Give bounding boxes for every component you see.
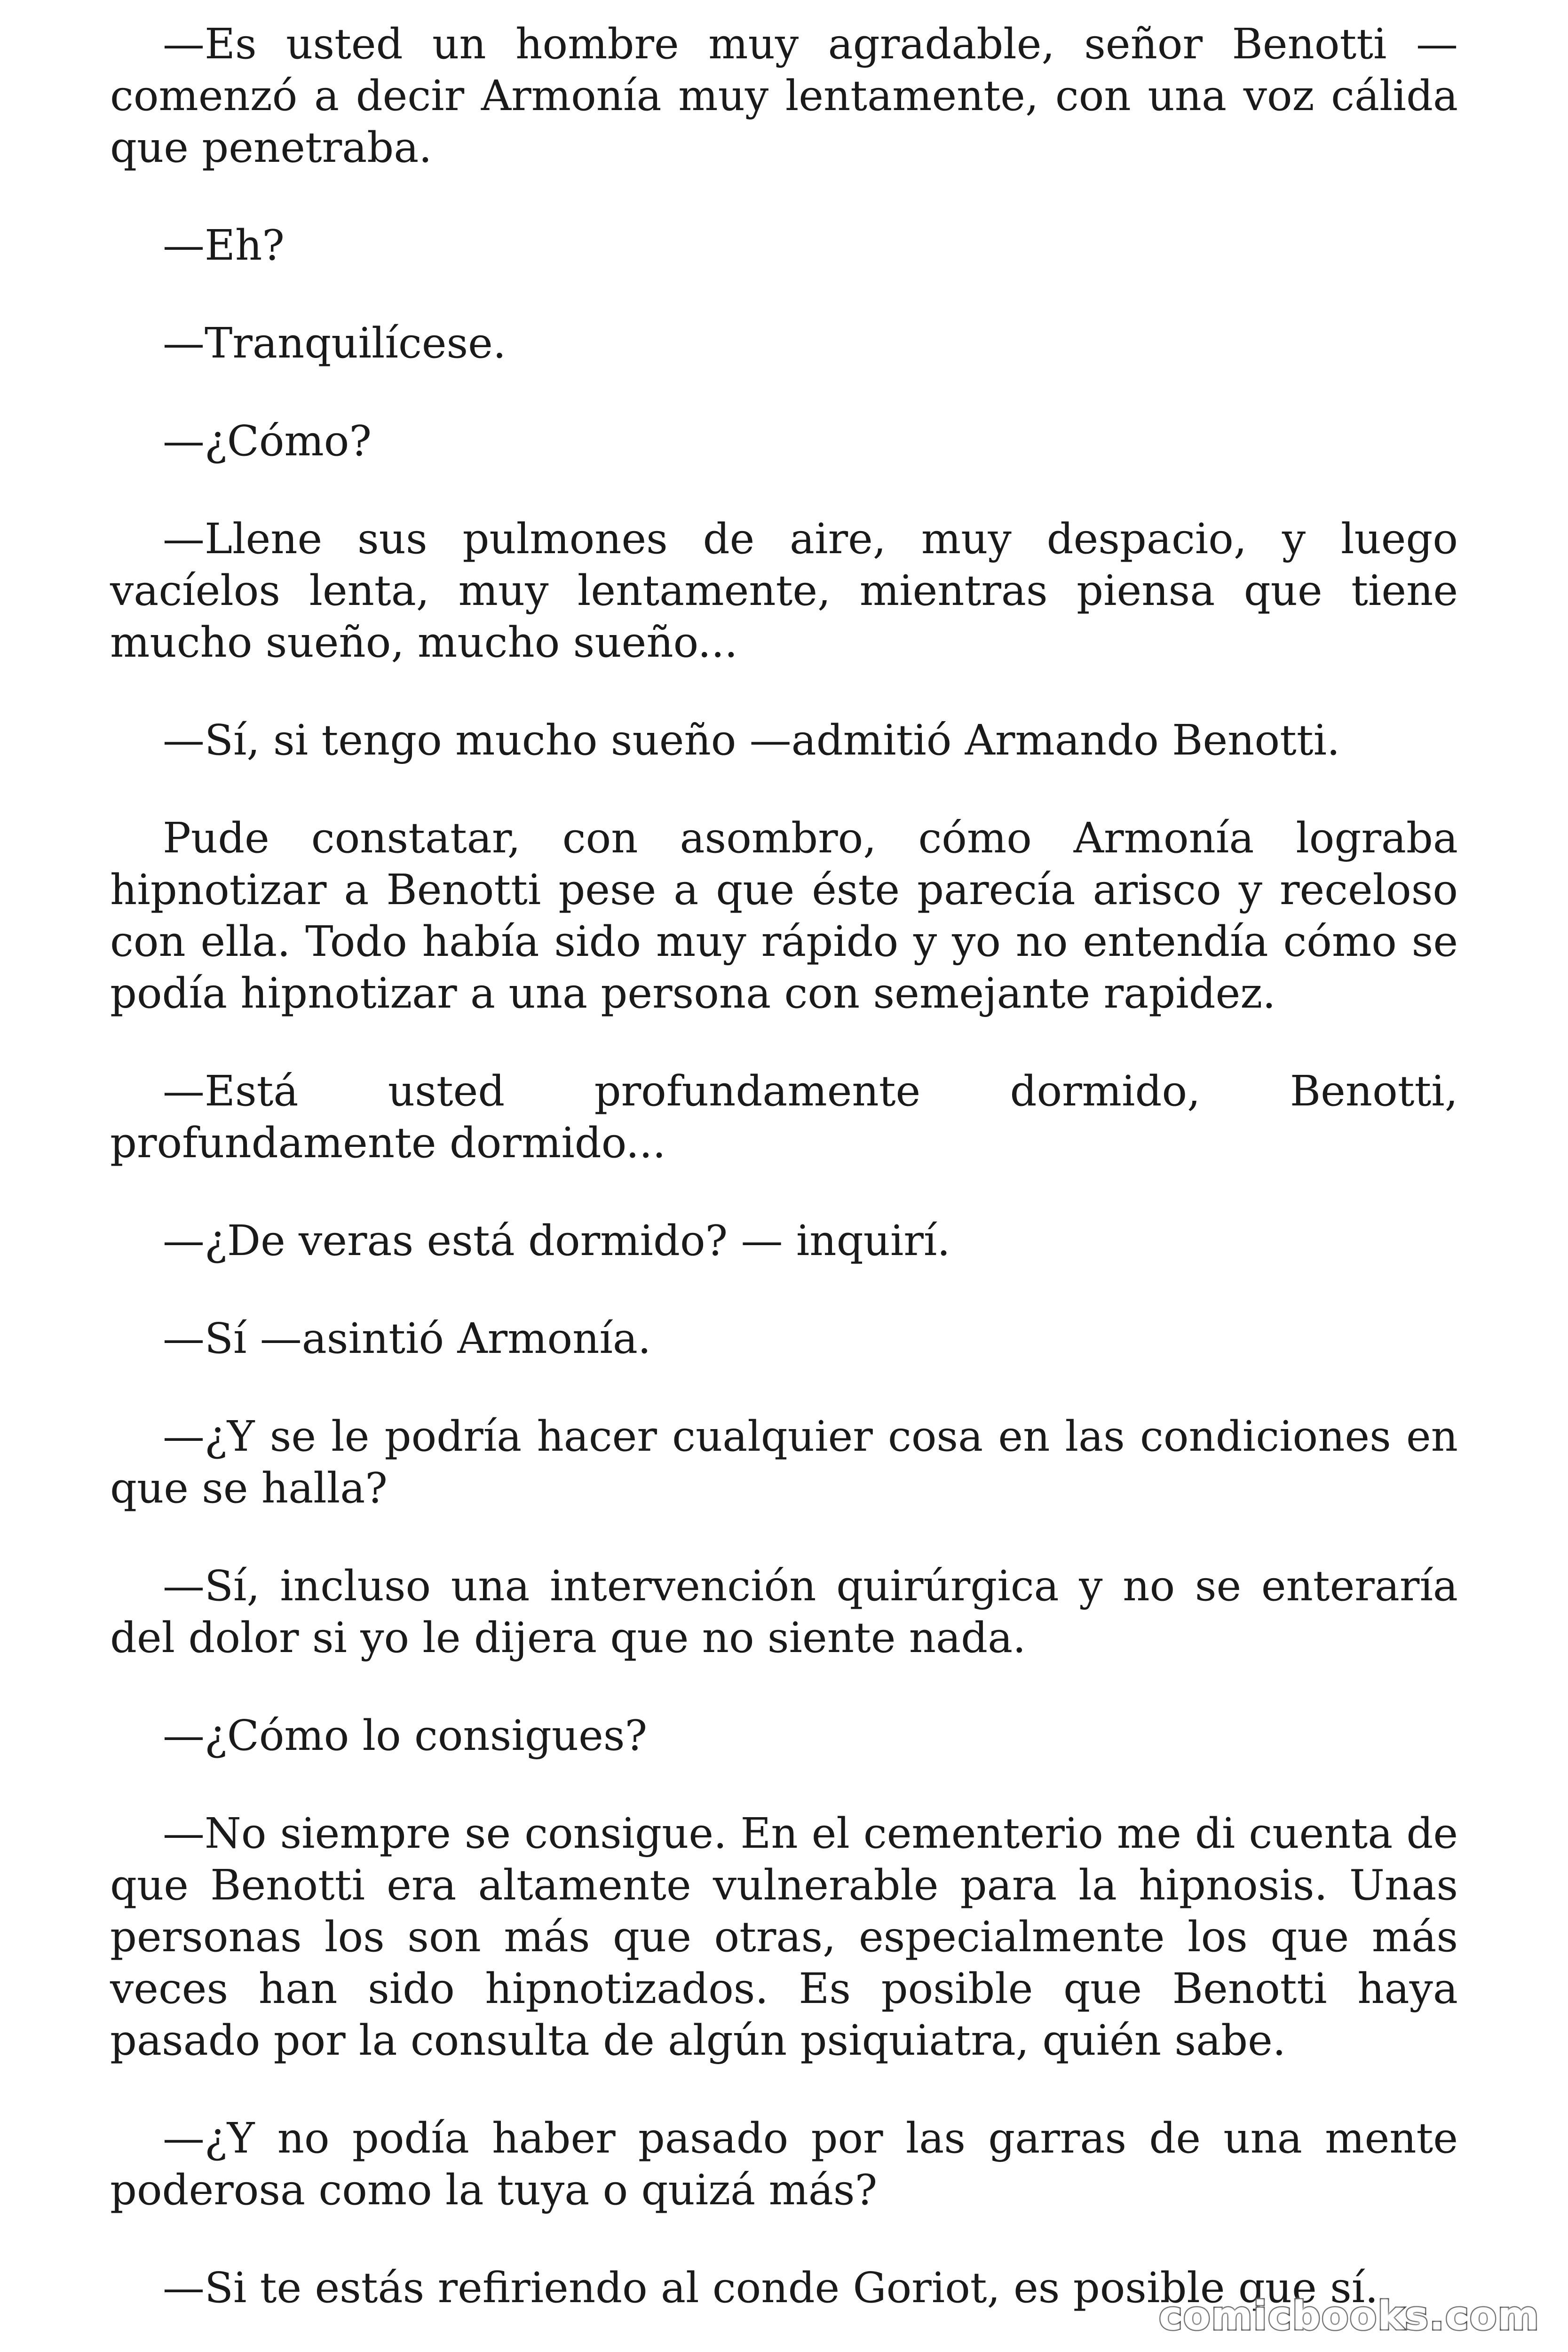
paragraph: —¿De veras está dormido? — inquirí. (163, 1216, 950, 1265)
watermark: comicbooks.com (1159, 2293, 1540, 2339)
paragraph: —Eh? (163, 221, 285, 270)
text-column (110, 18, 1458, 2352)
paragraph: —Sí, si tengo mucho sueño —admitió Armando Benotti. (163, 715, 1340, 764)
paragraph: Pude constatar, con asombro, cómo Armonía lograba hipnotizar a Benotti pese a que éste parecía arisco y receloso con ella. Todo había sido muy rápido y yo no entendía cómo se podía hipnotizar a una persona con semejante rapidez. (110, 813, 1458, 1017)
paragraph: —¿Cómo lo consigues? (163, 1711, 648, 1760)
paragraph: —Es usted un hombre muy agradable, señor Benotti —comenzó a decir Armonía muy lentamente, con una voz cálida que penetraba. (110, 19, 1458, 172)
paragraph: —¿Cómo? (163, 416, 372, 465)
paragraph: —Tranquilícese. (163, 318, 507, 367)
paragraph: —¿Y se le podría hacer cualquier cosa en las condiciones en que se halla? (110, 1412, 1458, 1512)
paragraph: —Sí —asintió Armonía. (163, 1314, 651, 1363)
paragraph: —Llene sus pulmones de aire, muy despacio, y luego vacíelos lenta, muy lentamente, mientras piensa que tiene mucho sueño, mucho sueño... (110, 514, 1458, 667)
paragraph: —No siempre se consigue. En el cementerio me di cuenta de que Benotti era altamente vulnerable para la hipnosis. Unas personas los son más que otras, especialmente los que más veces han sido hipnotizados. Es posible que Benotti haya pasado por la consulta de algún psiquiatra, quién sabe. (110, 1809, 1458, 2065)
paragraph: —¿Y no podía haber pasado por las garras de una mente poderosa como la tuya o quizá más? (110, 2114, 1458, 2214)
paragraph: —Si te estás refiriendo al conde Goriot, es posible que sí. (163, 2263, 1378, 2312)
paragraph: —Sí, incluso una intervención quirúrgica y no se enteraría del dolor si yo le dijera que no siente nada. (110, 1561, 1458, 1662)
paragraph: —Está usted profundamente dormido, Benotti, profundamente dormido... (110, 1066, 1458, 1167)
